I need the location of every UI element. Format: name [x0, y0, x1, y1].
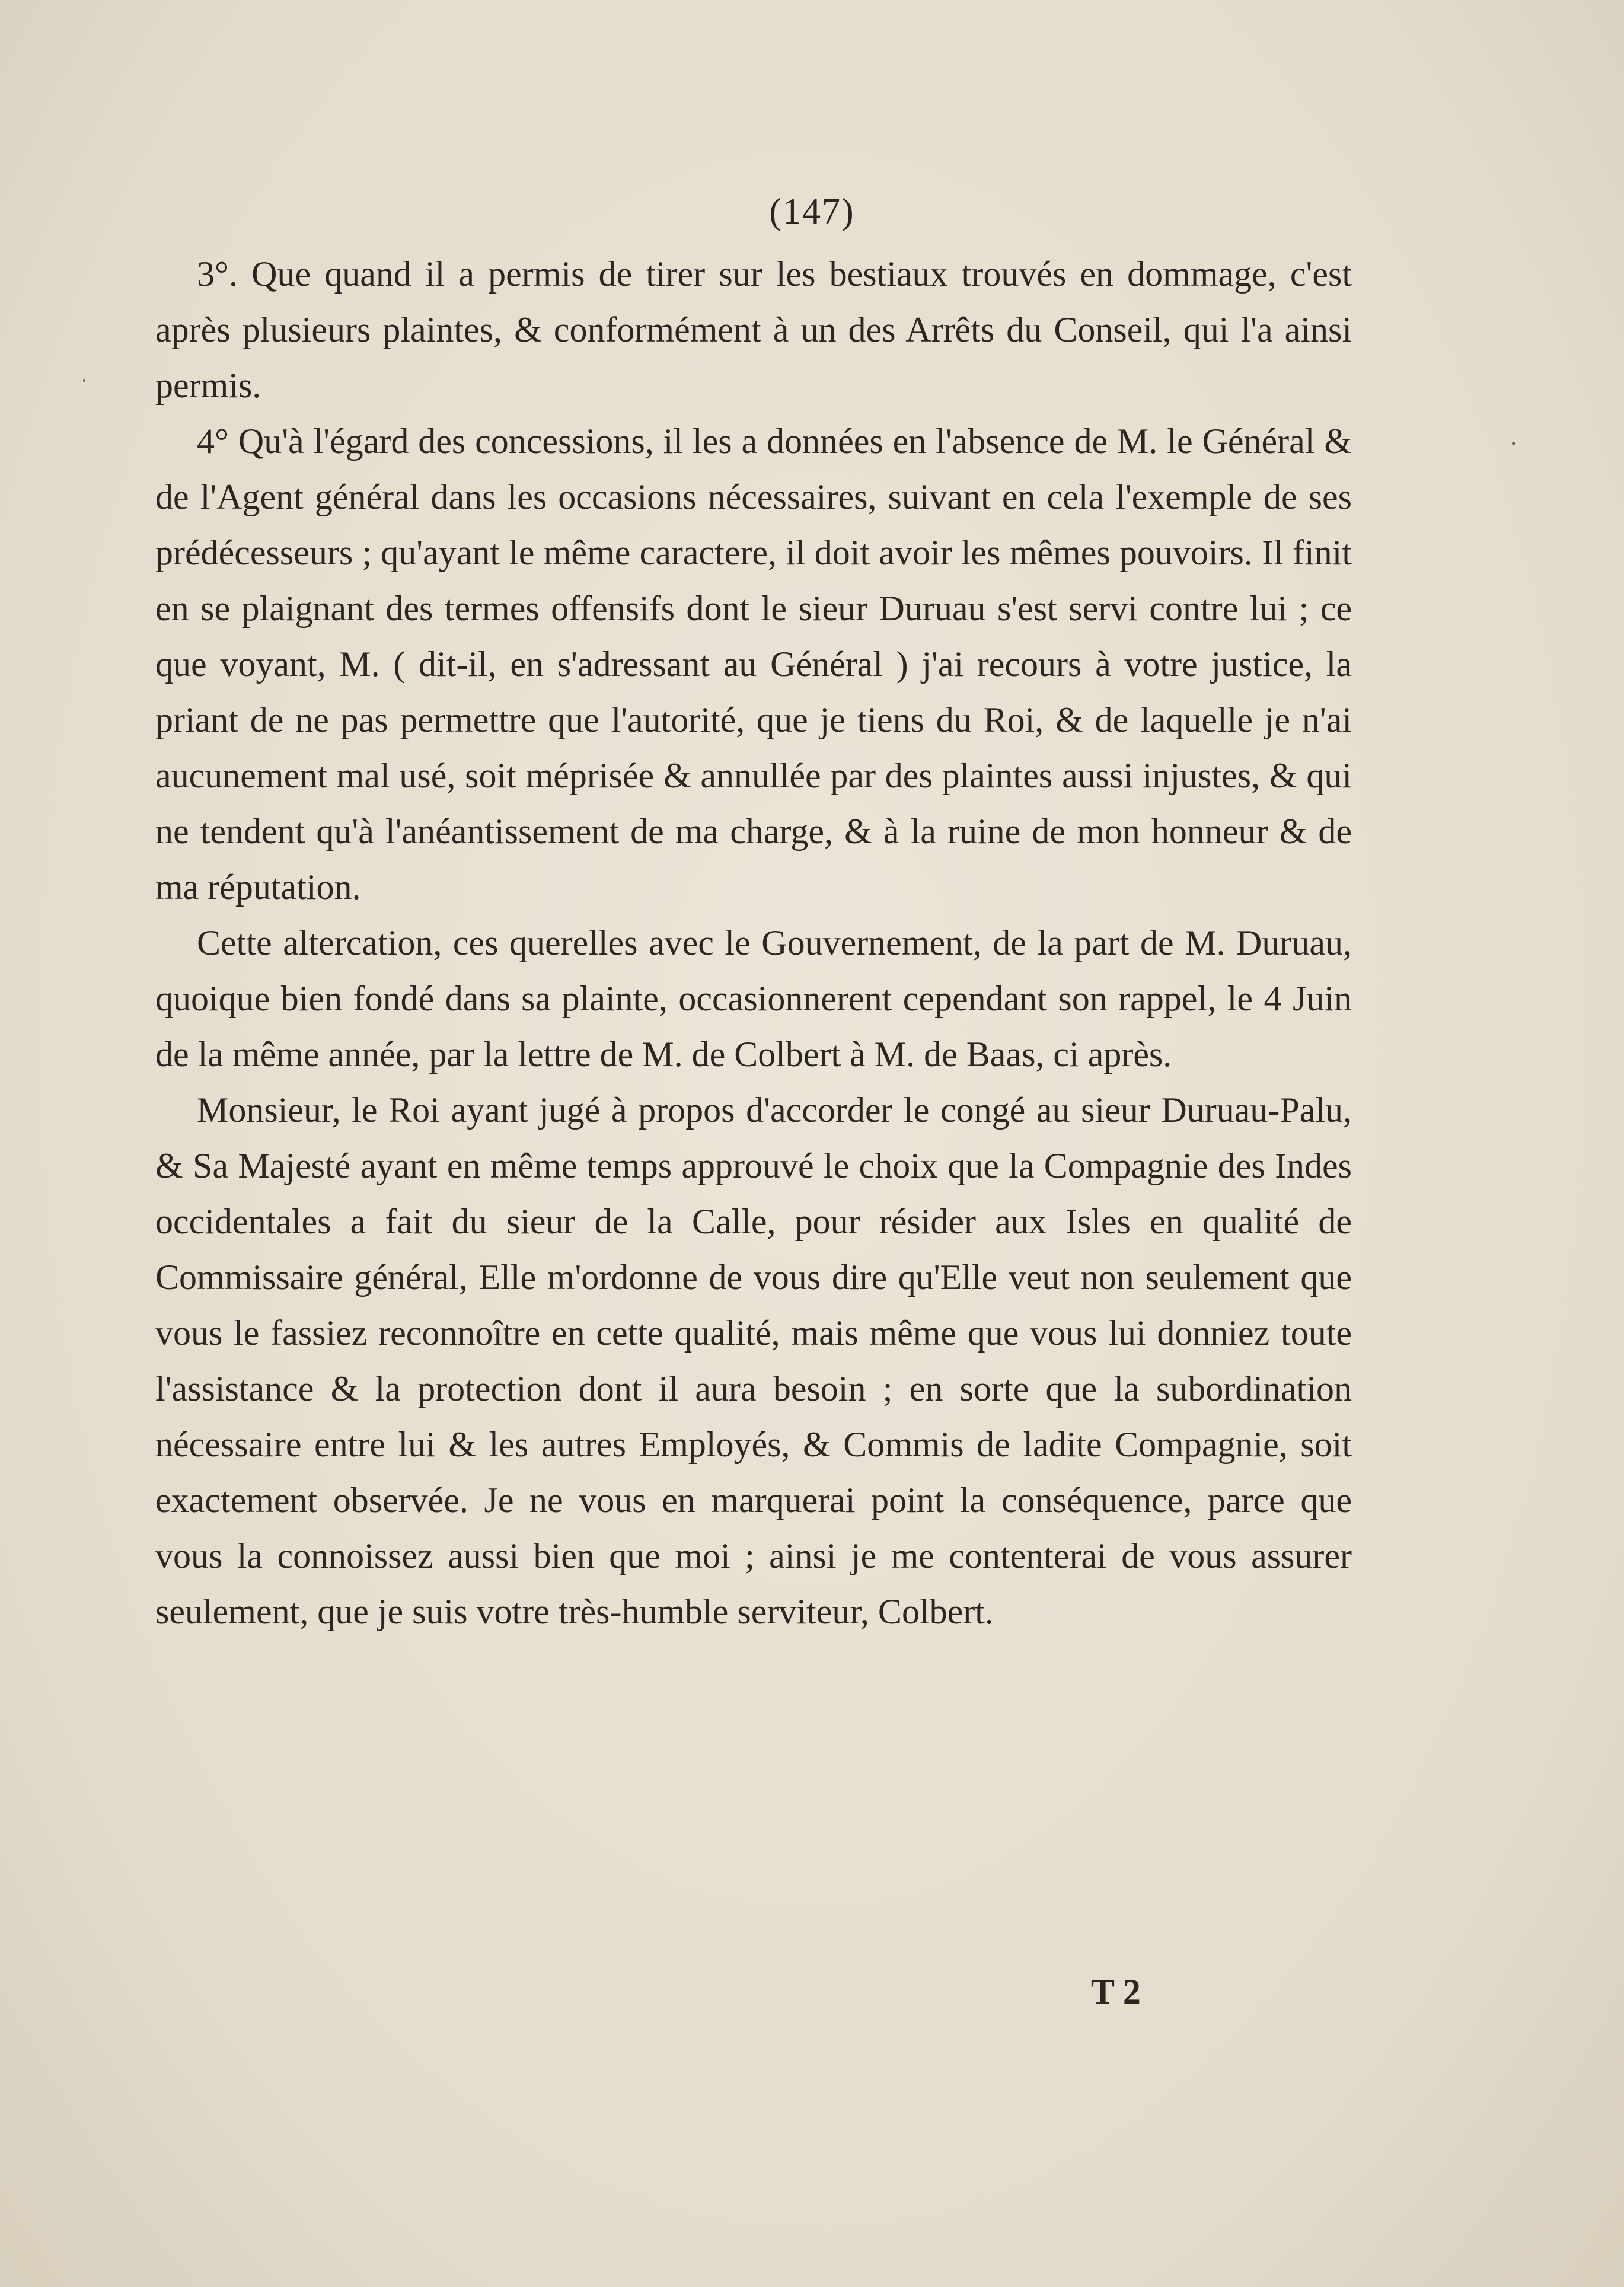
paragraph-1: 3°. Que quand il a permis de tirer sur les bestiaux trouvés en dommage, c'est après plusieurs plaintes, & conformément à un des Arrêts du Conseil, qui l'a ainsi permis. — [155, 254, 1352, 405]
page-body — [155, 246, 1352, 1640]
paragraph-4: Monsieur, le Roi ayant jugé à propos d'accorder le congé au sieur Duruau-Palu, & Sa Majesté ayant en même temps approuvé le choix que la Compagnie des Indes occidentales a fait du sieur de la Calle, pour résider aux Isles en qualité de Commissaire général, Elle m'ordonne de vous dire qu'Elle veut non seulement que vous le fassiez reconnoître en cette qualité, mais même que vous lui donniez toute l'assistance & la protection dont il aura besoin ; en sorte que la subordination nécessaire entre lui & les autres Employés, & Commis de ladite Compagnie, soit exactement observée. Je ne vous en marquerai point la conséquence, parce que vous la connoissez aussi bien que moi ; ainsi je me contenterai de vous assurer seulement, que je suis votre très-humble serviteur, Colbert. — [155, 1090, 1352, 1631]
paper-speck — [1512, 442, 1515, 445]
page-number: (147) — [769, 192, 855, 232]
paper-speck — [83, 379, 85, 382]
catchword-signature: T 2 — [1091, 1972, 1141, 2011]
paragraph-3: Cette altercation, ces querelles avec le Gouvernement, de la part de M. Duruau, quoique bien fondé dans sa plainte, occasionnerent cependant son rappel, le 4 Juin de la même année, par la lettre de M. de Colbert à M. de Baas, ci après. — [155, 923, 1352, 1074]
paragraph-2: 4° Qu'à l'égard des concessions, il les a données en l'absence de M. le Général & de l'Agent général dans les occasions nécessaires, suivant en cela l'exemple de ses prédécesseurs ; qu'ayant le même caractere, il doit avoir les mêmes pouvoirs. Il finit en se plaignant des termes offensifs dont le sieur Duruau s'est servi contre lui ; ce que voyant, M. ( dit-il, en s'adressant au Général ) j'ai recours à votre justice, la priant de ne pas permettre que l'autorité, que je tiens du Roi, & de laquelle je n'ai aucunement mal usé, soit méprisée & annullée par des plaintes aussi injustes, & qui ne tendent qu'à l'anéantissement de ma charge, & à la ruine de mon honneur & de ma réputation. — [155, 422, 1352, 907]
